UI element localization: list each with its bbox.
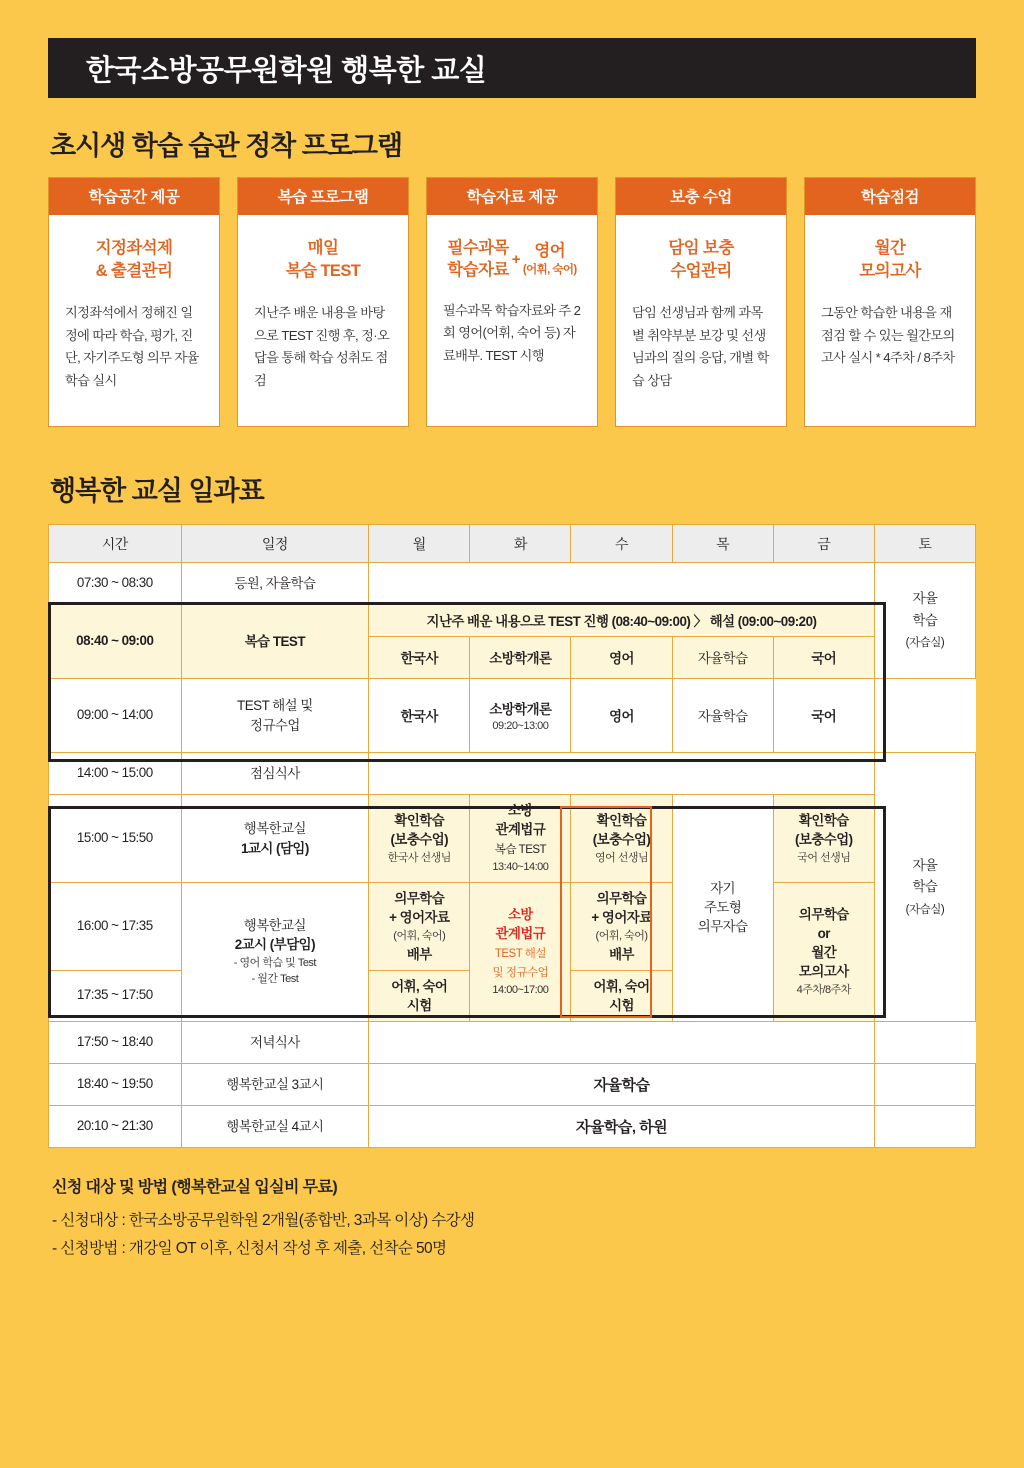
col-fri: 금	[773, 525, 874, 563]
table-row	[49, 883, 976, 971]
mon-line1: 의무학습	[394, 891, 445, 906]
tue-time: 14:00~17:00	[492, 984, 549, 997]
program-card-subtitle	[49, 215, 219, 284]
col-time: 시간	[49, 525, 182, 563]
thu-line2: 주도형	[704, 900, 742, 916]
table-row	[49, 795, 976, 883]
cell-plan: 복습 TEST	[181, 605, 369, 679]
wed-line3: 배부	[609, 946, 634, 962]
cell-thu: 자율학습	[672, 679, 773, 753]
wed-line1: 어휘, 숙어	[593, 978, 650, 994]
program-card	[426, 177, 598, 427]
program-card-body: 지난주 배운 내용을 바탕으로 TEST 진행 후, 정·오답을 통해 학습 성취도 점검	[254, 304, 390, 388]
schedule-header-row	[49, 525, 976, 563]
cell-tue-time: 09:20~13:00	[492, 720, 549, 732]
table-row	[49, 1021, 976, 1063]
program-card-head: 학습자료 제공	[427, 178, 597, 215]
page-title: 한국소방공무원학원 행복한 교실	[86, 54, 487, 87]
program-card-body: 담임 선생님과 함께 과목별 취약부분 보강 및 선생님과의 질의 응답, 개별 학습 상담	[632, 304, 769, 388]
program-card-sub-line2: 복습 TEST	[285, 262, 361, 281]
cell-wed	[571, 883, 672, 971]
col-plan: 일정	[181, 525, 369, 563]
plus-icon: +	[511, 250, 520, 268]
header-bar	[48, 38, 976, 98]
program-card-sub-line1: 담임 보충	[668, 239, 734, 257]
col-wed: 수	[571, 525, 672, 563]
program-card-head: 복습 프로그램	[238, 178, 408, 215]
tue-line2: 관계법규	[495, 822, 546, 838]
program-card-body: 그동안 학습한 내용을 재점검 할 수 있는 월간모의고사 실시 * 4주차 / 8주차	[821, 304, 955, 366]
mon-line2: + 영어자료	[389, 910, 450, 926]
cell-fri	[773, 795, 874, 883]
cell-wed	[571, 795, 672, 883]
schedule-table	[48, 524, 976, 1148]
sat-line2: 학습	[912, 879, 938, 895]
sat-paren: (자습실)	[905, 637, 945, 650]
plan-line2: 2교시 (부담임)	[234, 936, 316, 952]
cell-plan	[181, 679, 369, 753]
table-row	[49, 753, 976, 795]
tue-line1: 소방	[507, 906, 533, 922]
fri-line2: or	[817, 926, 830, 942]
plan-line2: 정규수업	[250, 717, 300, 733]
cell-time: 20:10 ~ 21:30	[49, 1105, 182, 1147]
program-card-sub-right	[523, 240, 577, 278]
tue-line4: 및 정규수업	[492, 967, 549, 980]
program-section-title: 초시생 학습 습관 정착 프로그램	[50, 131, 403, 161]
program-card-sub-line1: 지정좌석제	[95, 239, 173, 257]
program-card-sub-line1: 월간	[874, 239, 906, 257]
cell-plan	[181, 795, 369, 883]
thu-line3: 의무자습	[697, 919, 748, 935]
cell-plan	[181, 883, 369, 1022]
cell-fri	[773, 883, 874, 1022]
cell-sat-empty	[874, 1063, 975, 1105]
mon-line2: 시험	[406, 997, 432, 1013]
wed-sub: (어휘, 숙어)	[595, 930, 648, 943]
col-thu: 목	[672, 525, 773, 563]
col-tue: 화	[470, 525, 571, 563]
program-card-head: 학습공간 제공	[49, 178, 219, 215]
table-row	[49, 1063, 976, 1105]
cell-fri-subject: 국어	[773, 637, 874, 679]
program-card-sub-left	[447, 237, 508, 282]
program-card-head: 학습점검	[805, 178, 975, 215]
footer-line-2: - 신청방법 : 개강일 OT 이후, 신청서 작성 후 제출, 선착순 50명	[52, 1240, 447, 1258]
plan-sub2: - 월간 Test	[251, 973, 299, 986]
cell-plan: 행복한교실 3교시	[181, 1063, 369, 1105]
program-card-sub-inline	[433, 237, 591, 282]
wed-line1: 의무학습	[596, 891, 647, 906]
thu-line1: 자기	[710, 881, 736, 897]
cell-sat-empty	[874, 1105, 975, 1147]
cell-time: 17:50 ~ 18:40	[49, 1021, 182, 1063]
col-mon: 월	[369, 525, 470, 563]
mon-line3: 배부	[406, 946, 432, 962]
plan-line1: 행복한교실	[243, 917, 306, 933]
schedule-section-title: 행복한 교실 일과표	[50, 476, 264, 506]
program-card-sub-right1: 영어	[534, 242, 566, 261]
program-card-subtitle	[616, 215, 786, 284]
footer-line-1: - 신청대상 : 한국소방공무원학원 2개월(종합반, 3과목 이상) 수강생	[52, 1211, 475, 1229]
table-row	[49, 563, 976, 605]
fri-line4: 모의고사	[798, 964, 849, 980]
cell-fri: 국어	[773, 679, 874, 753]
program-card-body: 지정좌석에서 정해진 일정에 따라 학습, 평가, 진단, 자기주도형 의무 자율학습 실시	[65, 304, 199, 388]
cell-tue	[470, 795, 571, 883]
program-card-head: 보충 수업	[616, 178, 786, 215]
tue-line1: 소방	[507, 803, 533, 818]
cell-tue	[470, 679, 571, 753]
cell-time: 09:00 ~ 14:00	[49, 679, 182, 753]
cell-plan: 등원, 자율학습	[181, 563, 369, 605]
cell-time: 17:35 ~ 17:50	[49, 970, 182, 1021]
cell-thu-subject: 자율학습	[672, 637, 773, 679]
fri-line1: 의무학습	[798, 907, 849, 923]
cell-empty	[369, 753, 875, 795]
program-cards	[48, 177, 976, 427]
schedule-wrapper	[48, 524, 976, 1148]
program-card-sub-line2: 모의고사	[859, 262, 921, 281]
cell-tue	[470, 883, 571, 1022]
mon-line1: 어휘, 숙어	[391, 978, 448, 994]
plan-sub1: - 영어 학습 및 Test	[233, 957, 316, 970]
poster-page	[0, 38, 1024, 1468]
cell-time: 15:00 ~ 15:50	[49, 795, 182, 883]
cell-mon	[369, 795, 470, 883]
cell-tue-subject: 소방학개론	[470, 637, 571, 679]
cell-mon	[369, 970, 470, 1021]
cell-time: 14:00 ~ 15:00	[49, 753, 182, 795]
plan-line1: TEST 해설 및	[237, 698, 313, 714]
wed-line1: 확인학습	[596, 812, 647, 828]
footer-title: 신청 대상 및 방법 (행복한교실 입실비 무료)	[52, 1178, 338, 1196]
tue-time: 13:40~14:00	[492, 861, 549, 874]
fri-line1: 확인학습	[798, 812, 849, 828]
cell-time: 16:00 ~ 17:35	[49, 883, 182, 971]
sat-paren: (자습실)	[905, 903, 945, 916]
sat-line1: 자율	[912, 857, 938, 873]
cell-empty	[369, 1021, 875, 1063]
cell-wed-subject: 영어	[571, 637, 672, 679]
cell-sat-top	[874, 563, 975, 679]
mon-sub: (어휘, 숙어)	[393, 930, 446, 943]
program-card-subtitle	[238, 215, 408, 284]
tue-line2: 관계법규	[495, 925, 546, 941]
cell-value: 자율학습	[369, 1063, 875, 1105]
sat-line2: 학습	[912, 612, 938, 628]
table-row	[49, 679, 976, 753]
tue-line3: TEST 해설	[494, 947, 546, 960]
cell-thu	[672, 795, 773, 1022]
wed-teacher: 영어 선생님	[594, 851, 649, 864]
footer	[48, 1174, 976, 1264]
fri-teacher: 국어 선생님	[797, 851, 851, 864]
program-card-sub-line2: 학습자료	[447, 261, 509, 280]
cell-time: 07:30 ~ 08:30	[49, 563, 182, 605]
cell-tue-label: 소방학개론	[489, 702, 552, 717]
cell-time: 08:40 ~ 09:00	[49, 605, 182, 679]
sat-line1: 자율	[912, 591, 938, 607]
program-card-subtitle	[427, 215, 597, 282]
col-sat: 토	[874, 525, 975, 563]
cell-empty	[369, 563, 875, 605]
program-card-sub-line2: & 출결관리	[95, 262, 173, 281]
fri-line2: (보충수업)	[794, 831, 853, 847]
program-card	[237, 177, 409, 427]
mon-line1: 확인학습	[394, 812, 445, 828]
wed-line2: 시험	[609, 997, 634, 1013]
plan-line2: 1교시 (담임)	[240, 840, 309, 856]
program-card-sub-right2: (어휘, 숙어)	[522, 263, 577, 276]
table-row	[49, 605, 976, 637]
program-card-sub-line2: 수업관리	[670, 262, 732, 281]
program-card	[615, 177, 787, 427]
cell-plan: 행복한교실 4교시	[181, 1105, 369, 1147]
cell-value: 자율학습, 하원	[369, 1105, 875, 1147]
program-card-sub-line1: 매일	[307, 239, 339, 257]
program-card-sub-line1: 필수과목	[447, 239, 509, 257]
program-card	[48, 177, 220, 427]
fri-sub: 4주차/8주차	[796, 984, 851, 997]
cell-time: 18:40 ~ 19:50	[49, 1063, 182, 1105]
cell-mon	[369, 883, 470, 971]
wed-line2: + 영어자료	[591, 910, 652, 926]
cell-sat-bottom	[874, 753, 975, 1022]
cell-test-note: 지난주 배운 내용으로 TEST 진행 (08:40~09:00) 〉 해설 (09:00~09:20)	[369, 605, 875, 637]
cell-wed	[571, 970, 672, 1021]
plan-line1: 행복한교실	[243, 821, 306, 837]
cell-mon: 한국사	[369, 679, 470, 753]
program-card-subtitle	[805, 215, 975, 284]
cell-mon-subject: 한국사	[369, 637, 470, 679]
cell-wed: 영어	[571, 679, 672, 753]
wed-line2: (보충수업)	[592, 831, 651, 847]
tue-line3: 복습 TEST	[494, 844, 547, 857]
cell-plan: 저녁식사	[181, 1021, 369, 1063]
mon-line2: (보충수업)	[390, 831, 449, 847]
cell-plan: 점심식사	[181, 753, 369, 795]
fri-line3: 월간	[811, 945, 837, 961]
program-card	[804, 177, 976, 427]
table-row	[49, 1105, 976, 1147]
program-card-body: 필수과목 학습자료와 주 2회 영어(어휘, 숙어 등) 자료배부. TEST 시행	[443, 302, 581, 363]
mon-teacher: 한국사 선생님	[387, 851, 451, 864]
